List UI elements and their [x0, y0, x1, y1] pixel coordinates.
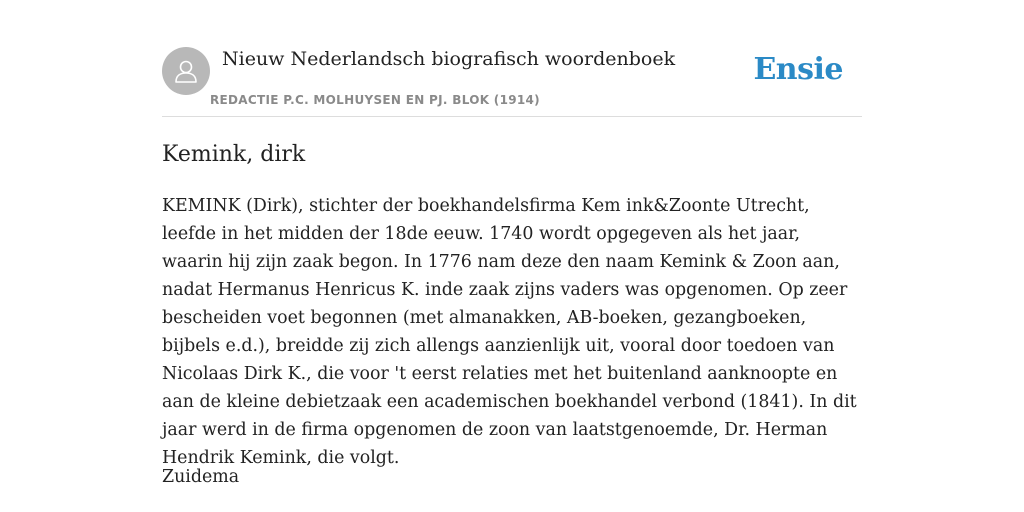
- article-author: Zuidema: [162, 467, 240, 487]
- source-subtitle: REDACTIE P.C. MOLHUYSEN EN PJ. BLOK (1914): [210, 93, 540, 107]
- article-title: Kemink, dirk: [162, 142, 306, 167]
- avatar[interactable]: [162, 47, 210, 95]
- ensie-logo[interactable]: Ensie: [753, 52, 843, 87]
- user-icon: [172, 57, 200, 85]
- article-body: KEMINK (Dirk), stichter der boekhandelsfirma Kem ink&Zoonte Utrecht, leefde in het midden der 18de eeuw. 1740 wordt opgegeven als het jaar, waarin hij zijn zaak begon. In 1776 nam deze den naam Kemink & Zoon aan, nadat Hermanus Henricus K. inde zaak zijns vaders was opgenomen. Op zeer bescheiden voet begonnen (met almanakken, AB-boeken, gezangboeken, bijbels e.d.), breidde zij zich allengs aanzienlijk uit, vooral door toedoen van Nicolaas Dirk K., die voor 't eerst relaties met het buitenland aanknoopte en aan de kleine debietzaak een academischen boekhandel verbond (1841). In dit jaar werd in de firma opgenomen de zoon van laatstgenoemde, Dr. Herman Hendrik Kemink, die volgt.: [162, 196, 857, 468]
- source-title[interactable]: Nieuw Nederlandsch biografisch woordenboek: [222, 48, 676, 70]
- source-header: [162, 47, 862, 117]
